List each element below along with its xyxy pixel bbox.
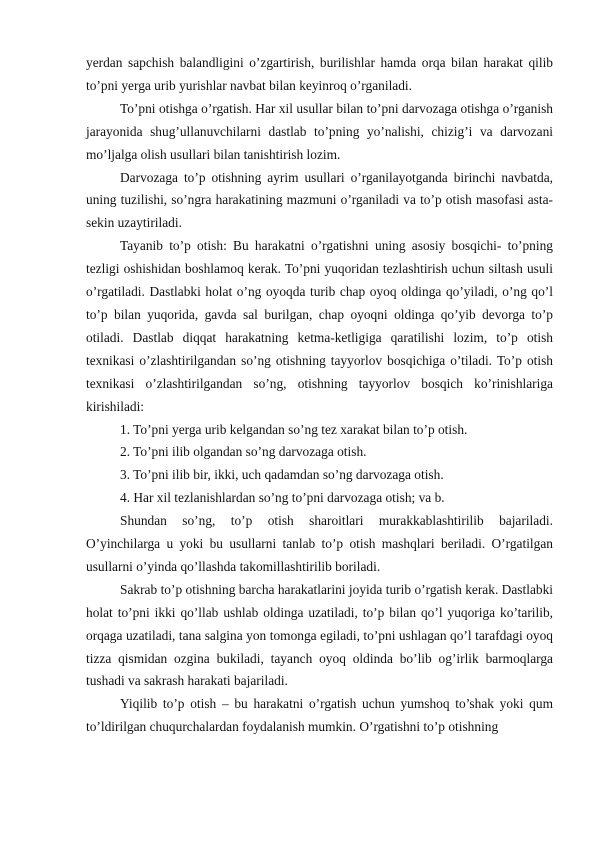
- paragraph-conditions: Shundan so’ng, to’p otish sharoitlari murakkablashtirilib bajariladi. O’yinchilarga u yoki bu usullarni tanlab to’p otish mashqlari beriladi. O’rgatilgan usullarni o’yinda qo’llashda takomillashtirilib boriladi.: [86, 513, 553, 574]
- list-item: 3. To’pni ilib bir, ikki, uch qadamdan so’ng darvozaga otish.: [120, 467, 444, 483]
- paragraph-jump-shot: Sakrab to’p otishning barcha harakatlarini joyida turib o’rgatish kerak. Dastlabki holat to’pni ikki qo’llab ushlab oldinga uzatiladi, to’p bilan qo’l yuqoriga ko’tarilib, orqaga uzatiladi, tana salgina yon tomonga egiladi, to’pni ushlagan qo’l tarafdagi oyoq tizza qismidan ozgina bukiladi, tayanch oyoq oldinda bo’lib og’irlik barmoqlarga tushadi va sakrash harakati bajariladi.: [86, 581, 553, 689]
- paragraph-continuation: yerdan sapchish balandligini o’zgartirish, burilishlar hamda orqa bilan harakat qilib to’pni yerga urib yurishlar navbat bilan keyinroq o’rganiladi.: [86, 55, 553, 93]
- list-item: 4. Har xil tezlanishlardan so’ng to’pni darvozaga otish; va b.: [120, 490, 445, 506]
- list-item: 1. To’pni yerga urib kelgandan so’ng tez xarakat bilan to’p otish.: [120, 421, 468, 437]
- paragraph-shooting-methods: Darvozaga to’p otishning ayrim usullari o’rganilayotganda birinchi navbatda, uning tuzilishi, so’ngra harakatining mazmuni o’rganiladi va to’p otish masofasi asta-sekin uzaytiriladi.: [86, 169, 553, 231]
- paragraph-shooting-training: To’pni otishga o’rgatish. Har xil usullar bilan to’pni darvozaga otishga o’rganish jarayonida shug’ullanuvchilarni dastlab to’pning yo’nalishi, chizig’i va darvozani mo’ljalga olish usullari bilan tanishtirish lozim.: [86, 100, 553, 162]
- document-page: [86, 52, 553, 739]
- list-item: 2. To’pni ilib olgandan so’ng darvozaga otish.: [120, 444, 367, 460]
- paragraph-support-shot: Tayanib to’p otish: Bu harakatni o’rgatishni uning asosiy bosqichi- to’pning tezligi oshishidan boshlamoq kerak. To’pni yuqoridan tezlashtirish uchun siltash usuli o’rgatiladi. Dastlabki holat o’ng oyoqda turib chap oyoq oldinga qo’yiladi, o’ng qo’l to’p bilan yuqorida, gavda sal burilgan, chap oyoqni oldinga qo’yib devorga to’p otiladi. Dastlab diqqat harakatning ketma-ketligiga qaratilishi lozim, to’p otish texnikasi o’zlashtirilgandan so’ng otishning tayyorlov bosqichiga o’tiladi. To’p otish texnikasi o’zlashtirilgandan so’ng, otishning tayyorlov bosqich ko’rinishlariga kirishiladi:: [86, 238, 553, 414]
- paragraph-falling-shot: Yiqilib to’p otish – bu harakatni o’rgatish uchun yumshoq to’shak yoki qum to’ldirilgan chuqurchalardan foydalanish mumkin. O’rgatishni to’p otishning: [86, 696, 553, 735]
